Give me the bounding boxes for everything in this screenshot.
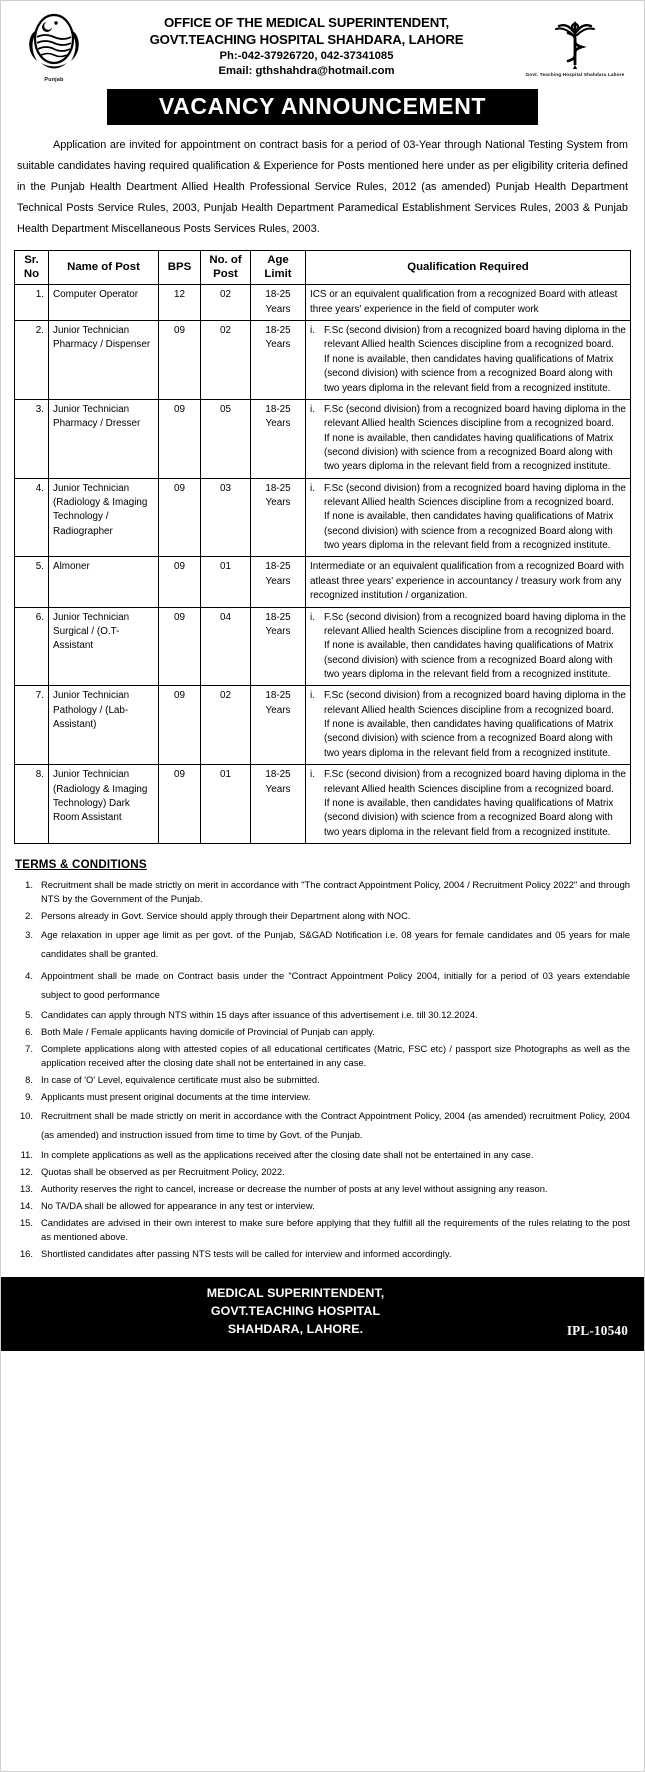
qualification-body — [324, 611, 626, 683]
cell-qualification — [306, 399, 631, 478]
terms-item-text: In complete applications as well as the applications received after the closing date shall not be entertained in any case. — [41, 1148, 534, 1160]
introduction-paragraph — [1, 131, 644, 250]
terms-item-number: 15. — [19, 1217, 33, 1229]
terms-list-item — [15, 1025, 630, 1039]
cell-age-range: 18-25 — [265, 611, 291, 623]
cell-qualification — [306, 686, 631, 765]
cell-qualification — [306, 285, 631, 321]
introduction-text: Application are invited for appointment on contract basis for a period of 03-Year through National Testing System from suitable candidates having required qualification & Experience for Posts mentioned here under as per eligibility criteria defined in the Punjab Health Deartment Allied Health Professional Service Rules, 2012 (as amended) Punjab Health Department Technical Posts Service Rules, 2003, Punjab Health Department Paramedical Establishment Services Rules, 2003 & Punjab Health Department Miscellaneous Posts Services Rules, 2003. — [17, 139, 628, 236]
cell-qualification — [306, 557, 631, 607]
cell-serial: 6. — [15, 607, 49, 686]
col-header-no-of-post-line1: No. of — [209, 253, 242, 266]
cell-age-limit — [251, 607, 306, 686]
cell-post-name: Junior Technician (Radiology & Imaging Technology) Dark Room Assistant — [49, 765, 159, 844]
table-row — [15, 285, 631, 321]
terms-item-text: Complete applications along with attested copies of all educational certificates (Matric, FSC etc) / passport size Photographs as well as the application received after the closing date shall not be entertained in any case. — [41, 1042, 630, 1068]
cell-serial: 7. — [15, 686, 49, 765]
caduceus-icon — [549, 17, 601, 71]
qualification-body — [310, 288, 626, 317]
footer-signature-block — [1, 1285, 644, 1339]
terms-item-text: Authority reserves the right to cancel, increase or decrease the number of posts at any level without assigning any reason. — [41, 1183, 548, 1195]
qualification-paragraph: If none is available, then candidates having qualifications of Matrix (second division) with science from a recognized Board along with two years diploma in the relevant field from a recognized institute. — [324, 432, 614, 473]
cell-bps: 09 — [159, 399, 201, 478]
cell-age-limit — [251, 557, 306, 607]
col-header-post-name: Name of Post — [49, 250, 159, 284]
qualification-paragraph: If none is available, then candidates having qualifications of Matrix (second division) with science from a recognized Board along with two years diploma in the relevant field from a recognized institute. — [324, 511, 614, 552]
qualification-paragraph: If none is available, then candidates having qualifications of Matrix (second division) with science from a recognized Board along with two years diploma in the relevant field from a recognized institute. — [324, 797, 614, 838]
terms-item-number: 2. — [25, 910, 33, 922]
table-row — [15, 557, 631, 607]
cell-age-unit: Years — [265, 418, 291, 430]
cell-age-unit: Years — [265, 303, 291, 315]
terms-and-conditions-section — [1, 844, 644, 1267]
cell-age-unit: Years — [265, 625, 291, 637]
qualification-body — [324, 403, 626, 475]
terms-item-number: 5. — [25, 1008, 33, 1020]
cell-qualification — [306, 321, 631, 400]
terms-list-item — [15, 967, 630, 1005]
cell-age-range: 18-25 — [265, 482, 291, 494]
cell-post-name: Junior Technician Pharmacy / Dresser — [49, 399, 159, 478]
terms-item-number: 6. — [25, 1025, 33, 1037]
cell-age-limit — [251, 321, 306, 400]
cell-post-name: Junior Technician Pathology / (Lab- Assistant) — [49, 686, 159, 765]
terms-item-text: No TA/DA shall be allowed for appearance in any test or interview. — [41, 1200, 315, 1212]
cell-qualification — [306, 765, 631, 844]
terms-list-item — [15, 909, 630, 923]
table-row — [15, 607, 631, 686]
cell-age-limit — [251, 686, 306, 765]
terms-item-number: 3. — [25, 929, 33, 941]
terms-item-text: Appointment shall be made on Contract basis under the "Contract Appointment Policy 2004, initially for a period of 03 years extendable subject to good performance — [41, 969, 630, 1000]
footer-line3: SHAHDARA, LAHORE. — [227, 1321, 364, 1336]
cell-bps: 09 — [159, 686, 201, 765]
vacancy-table-container — [1, 250, 644, 844]
qualification-body — [324, 768, 626, 840]
cell-bps: 09 — [159, 321, 201, 400]
cell-bps: 09 — [159, 557, 201, 607]
cell-post-name: Almoner — [49, 557, 159, 607]
terms-item-text: Both Male / Female applicants having domicile of Provincial of Punjab can apply. — [41, 1025, 375, 1037]
punjab-government-logo — [15, 11, 93, 83]
cell-post-name: Computer Operator — [49, 285, 159, 321]
terms-list-item — [15, 1247, 630, 1261]
office-title-line1: OFFICE OF THE MEDICAL SUPERINTENDENT, — [163, 15, 450, 30]
cell-bps: 12 — [159, 285, 201, 321]
col-header-age-limit — [251, 250, 306, 284]
terms-list-item — [15, 1148, 630, 1162]
table-row — [15, 399, 631, 478]
office-phone: Ph:-042-37926720, 042-37341085 — [219, 50, 394, 62]
qualification-body — [324, 482, 626, 554]
terms-item-text: Age relaxation in upper age limit as per govt. of the Punjab, S&GAD Notification i.e. 08 years for female candidates and 05 years for male candidates shall be granted. — [41, 929, 630, 960]
terms-item-number: 4. — [25, 969, 33, 981]
qualification-marker: i. — [310, 325, 315, 337]
cell-age-unit: Years — [265, 339, 291, 351]
terms-item-number: 9. — [25, 1091, 33, 1103]
vacancy-table-body — [15, 285, 631, 844]
qualification-paragraph: Intermediate or an equivalent qualification from a recognized Board with atleast three years' experience in accountancy / treasury work from any recognized institution / organization. — [310, 561, 624, 602]
terms-item-number: 16. — [19, 1248, 33, 1260]
col-header-no-of-post-line2: Post — [213, 267, 238, 280]
banner-container — [1, 85, 644, 131]
terms-list — [15, 878, 630, 1262]
terms-item-number: 11. — [20, 1148, 33, 1160]
terms-list-item — [15, 1182, 630, 1196]
col-header-age-limit-line1: Age — [267, 253, 289, 266]
terms-item-number: 1. — [25, 878, 33, 890]
qualification-marker: i. — [310, 482, 315, 494]
terms-item-number: 12. — [19, 1165, 33, 1177]
terms-list-item — [15, 1090, 630, 1104]
qualification-body — [324, 324, 626, 396]
terms-item-number: 14. — [19, 1200, 33, 1212]
cell-serial: 4. — [15, 478, 49, 557]
qualification-marker: i. — [310, 769, 315, 781]
footer-line2: GOVT.TEACHING HOSPITAL — [210, 1303, 381, 1318]
vacancy-table — [14, 250, 631, 844]
qualification-paragraph: If none is available, then candidates having qualifications of Matrix (second division) with science from a recognized Board along with two years diploma in the relevant field from a recognized institute. — [324, 640, 614, 680]
qualification-body — [324, 689, 626, 761]
cell-serial: 5. — [15, 557, 49, 607]
cell-no-of-post: 01 — [201, 765, 251, 844]
cell-post-name: Junior Technician Pharmacy / Dispenser — [49, 321, 159, 400]
terms-item-number: 8. — [25, 1073, 33, 1085]
terms-item-text: Quotas shall be observed as per Recruitment Policy, 2022. — [41, 1165, 285, 1177]
cell-age-range: 18-25 — [265, 561, 291, 573]
qualification-marker: i. — [310, 403, 315, 415]
col-header-serial-line1: Sr. — [24, 253, 39, 266]
qualification-paragraph: F.Sc (second division) from a recognized board having diploma in the relevant Allied health Sciences discipline from a recognized board. — [324, 769, 626, 795]
cell-post-name: Junior Technician Surgical / (O.T-Assistant — [49, 607, 159, 686]
col-header-qualification: Qualification Required — [306, 250, 631, 284]
office-email: Email: gthshahdra@hotmail.com — [218, 64, 395, 77]
hospital-logo-caption: Govt. Teaching Hospital Shahdara Lahore — [525, 72, 625, 77]
document-header — [1, 1, 644, 85]
table-row — [15, 321, 631, 400]
terms-item-text: Candidates can apply through NTS within 15 days after issuance of this advertisement i.e. till 30.12.2024. — [41, 1008, 478, 1020]
cell-no-of-post: 01 — [201, 557, 251, 607]
terms-list-item — [15, 1073, 630, 1087]
qualification-marker: i. — [310, 611, 315, 623]
col-header-no-of-post — [201, 250, 251, 284]
cell-serial: 2. — [15, 321, 49, 400]
terms-item-number: 7. — [25, 1042, 33, 1054]
office-title-line2: GOVT.TEACHING HOSPITAL SHAHDARA, LAHORE — [149, 31, 464, 47]
cell-serial: 8. — [15, 765, 49, 844]
table-row — [15, 478, 631, 557]
terms-item-text: Persons already in Govt. Service should apply through their Department along with NOC. — [41, 910, 411, 922]
cell-age-range: 18-25 — [265, 289, 291, 301]
header-text-block — [93, 11, 520, 78]
col-header-serial — [15, 250, 49, 284]
terms-item-text: Shortlisted candidates after passing NTS tests will be called for interview and informed accordingly. — [41, 1248, 452, 1260]
terms-item-text: Applicants must present original documents at the time interview. — [41, 1091, 311, 1103]
cell-serial: 1. — [15, 285, 49, 321]
document-footer — [1, 1277, 644, 1351]
cell-age-range: 18-25 — [265, 403, 291, 415]
cell-no-of-post: 03 — [201, 478, 251, 557]
terms-list-item — [15, 1199, 630, 1213]
cell-age-unit: Years — [265, 497, 291, 509]
cell-age-unit: Years — [265, 783, 291, 795]
cell-serial: 3. — [15, 399, 49, 478]
terms-list-item — [15, 1042, 630, 1070]
cell-no-of-post: 04 — [201, 607, 251, 686]
punjab-logo-caption: Punjab — [44, 77, 64, 83]
qualification-paragraph: F.Sc (second division) from a recognized board having diploma in the relevant Allied health Sciences discipline from a recognized board. — [324, 325, 626, 351]
table-row — [15, 686, 631, 765]
cell-age-unit: Years — [265, 575, 291, 587]
terms-item-text: Recruitment shall be made strictly on merit in accordance with "The contract Appointment Policy, 2004 / Recruitment Policy 2022" and through NTS by the Government of the Punjab. — [41, 878, 630, 905]
cell-bps: 09 — [159, 478, 201, 557]
cell-age-limit — [251, 399, 306, 478]
table-row — [15, 765, 631, 844]
cell-age-limit — [251, 285, 306, 321]
terms-list-item — [15, 878, 630, 906]
hospital-logo — [520, 11, 630, 77]
vacancy-table-head — [15, 250, 631, 284]
cell-bps: 09 — [159, 765, 201, 844]
qualification-paragraph: F.Sc (second division) from a recognized board having diploma in the relevant Allied health Sciences discipline from a recognized board. — [324, 482, 626, 509]
terms-item-text: Candidates are advised in their own interest to make sure before applying that they fulfill all the requirements of the rules relating to the post as mentioned above. — [41, 1217, 630, 1243]
terms-item-text: In case of 'O' Level, equivalence certificate must also be submitted. — [41, 1073, 320, 1085]
qualification-paragraph: F.Sc (second division) from a recognized board having diploma in the relevant Allied health Sciences discipline from a recognized board. — [324, 611, 626, 637]
col-header-serial-line2: No — [23, 267, 40, 280]
publication-reference-code: IPL-10540 — [566, 1322, 628, 1338]
page-title: VACANCY ANNOUNCEMENT — [107, 89, 538, 125]
cell-age-limit — [251, 478, 306, 557]
terms-item-number: 13. — [19, 1183, 33, 1195]
qualification-paragraph: If none is available, then candidates having qualifications of Matrix (second division) with science from a recognized Board along with two years diploma in the relevant field from a recognized institute. — [324, 719, 614, 759]
col-header-bps: BPS — [159, 250, 201, 284]
qualification-body — [310, 560, 626, 603]
terms-list-item — [15, 1216, 630, 1244]
cell-qualification — [306, 607, 631, 686]
qualification-paragraph: ICS or an equivalent qualification from a recognized Board with atleast three years' experience in the field of computer work — [310, 289, 618, 315]
qualification-paragraph: F.Sc (second division) from a recognized board having diploma in the relevant Allied health Sciences discipline from a recognized board. — [324, 690, 626, 716]
terms-list-item — [15, 1107, 630, 1145]
cell-no-of-post: 02 — [201, 321, 251, 400]
col-header-age-limit-line2: Limit — [264, 267, 292, 280]
cell-age-range: 18-25 — [265, 690, 291, 702]
terms-item-number: 10. — [19, 1110, 33, 1122]
terms-list-item — [15, 1165, 630, 1179]
terms-title: TERMS & CONDITIONS — [15, 857, 147, 871]
punjab-crest-icon — [23, 11, 85, 75]
qualification-marker: i. — [310, 690, 315, 702]
cell-qualification — [306, 478, 631, 557]
cell-post-name: Junior Technician (Radiology & Imaging Technology / Radiographer — [49, 478, 159, 557]
terms-list-item — [15, 926, 630, 964]
cell-age-range: 18-25 — [265, 769, 291, 781]
cell-no-of-post: 05 — [201, 399, 251, 478]
cell-age-limit — [251, 765, 306, 844]
terms-list-item — [15, 1008, 630, 1022]
footer-line1: MEDICAL SUPERINTENDENT, — [206, 1285, 385, 1300]
cell-age-range: 18-25 — [265, 325, 291, 337]
table-header-row — [15, 250, 631, 284]
cell-no-of-post: 02 — [201, 285, 251, 321]
cell-age-unit: Years — [265, 704, 291, 716]
cell-no-of-post: 02 — [201, 686, 251, 765]
qualification-paragraph: If none is available, then candidates having qualifications of Matrix (second division) with science from a recognized Board along with two years diploma in the relevant field from a recognized institute. — [324, 353, 614, 394]
qualification-paragraph: F.Sc (second division) from a recognized board having diploma in the relevant Allied health Sciences discipline from a recognized board. — [324, 403, 626, 430]
terms-item-text: Recruitment shall be made strictly on merit in accordance with the Contract Appointment Policy, 2004 (as amended) recruitment Policy, 2004 (as amended) and instruction issued from time to time by Govt. of the Punjab. — [41, 1110, 630, 1140]
cell-bps: 09 — [159, 607, 201, 686]
